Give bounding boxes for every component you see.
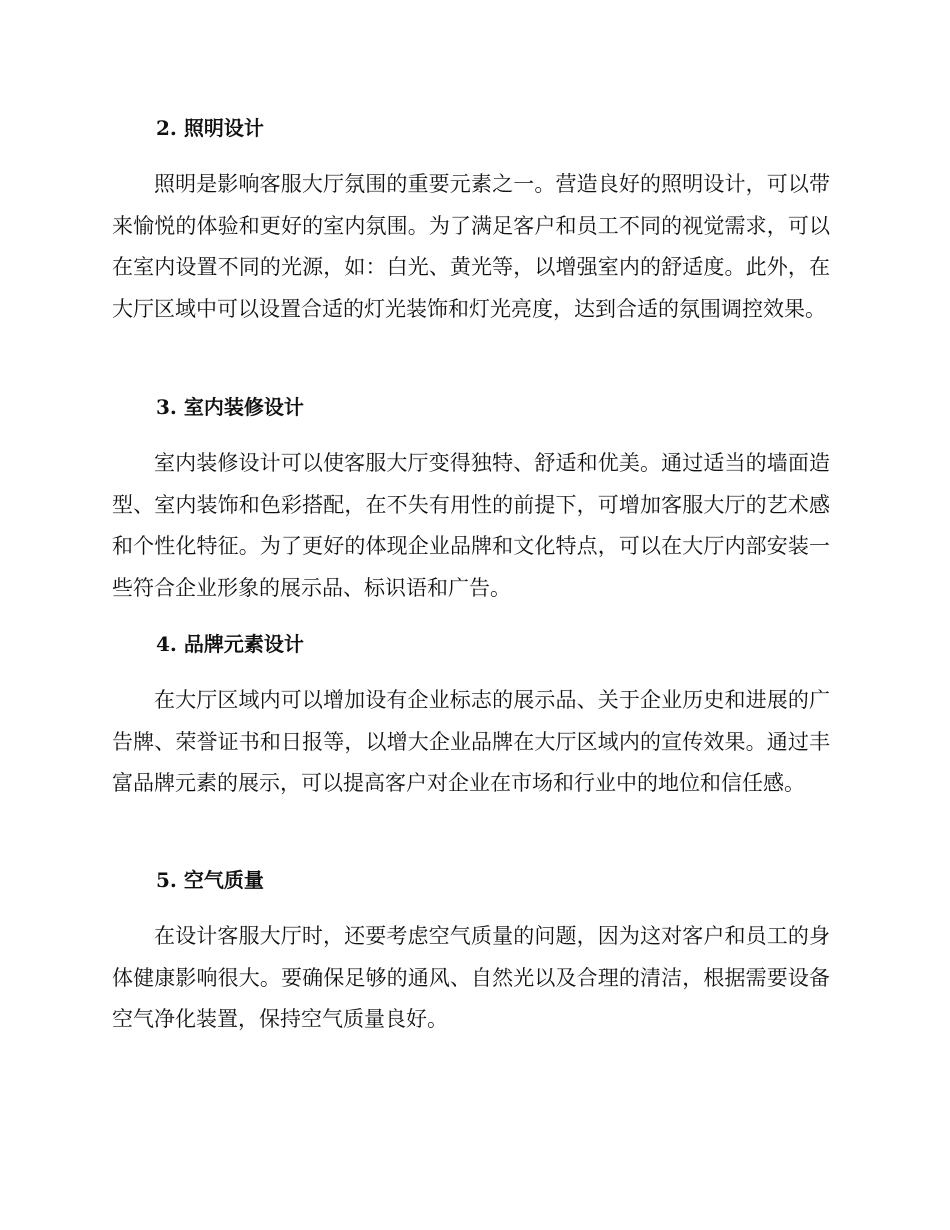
section-heading: 3. 室内装修设计 (156, 395, 304, 419)
section-heading: 4. 品牌元素设计 (156, 632, 304, 656)
section-interior-decoration (112, 393, 830, 609)
section-paragraph: 在设计客服大厅时，还要考虑空气质量的问题，因为这对客户和员工的身体健康影响很大。要确保足够的通风、自然光以及合理的清洁，根据需要设备空气净化装置，保持空气质量良好。 (112, 924, 830, 1031)
section-heading: 5. 空气质量 (156, 868, 264, 892)
section-brand-elements (112, 630, 830, 805)
section-air-quality (112, 866, 830, 1041)
section-paragraph: 照明是影响客服大厅氛围的重要元素之一。营造良好的照明设计，可以带来愉悦的体验和更好的室内氛围。为了满足客户和员工不同的视觉需求，可以在室内设置不同的光源，如：白光、黄光等，以增强室内的舒适度。此外，在大厅区域中可以设置合适的灯光装饰和灯光亮度，达到合适的氛围调控效果。 (112, 172, 830, 321)
section-heading: 2. 照明设计 (156, 116, 264, 140)
section-paragraph: 在大厅区域内可以增加设有企业标志的展示品、关于企业历史和进展的广告牌、荣誉证书和日报等，以增大企业品牌在大厅区域内的宣传效果。通过丰富品牌元素的展示，可以提高客户对企业在市场和行业中的地位和信任感。 (112, 688, 830, 795)
section-lighting-design (112, 114, 830, 330)
section-paragraph: 室内装修设计可以使客服大厅变得独特、舒适和优美。通过适当的墙面造型、室内装饰和色彩搭配，在不失有用性的前提下，可增加客服大厅的艺术感和个性化特征。为了更好的体现企业品牌和文化特点，可以在大厅内部安装一些符合企业形象的展示品、标识语和广告。 (112, 451, 830, 600)
